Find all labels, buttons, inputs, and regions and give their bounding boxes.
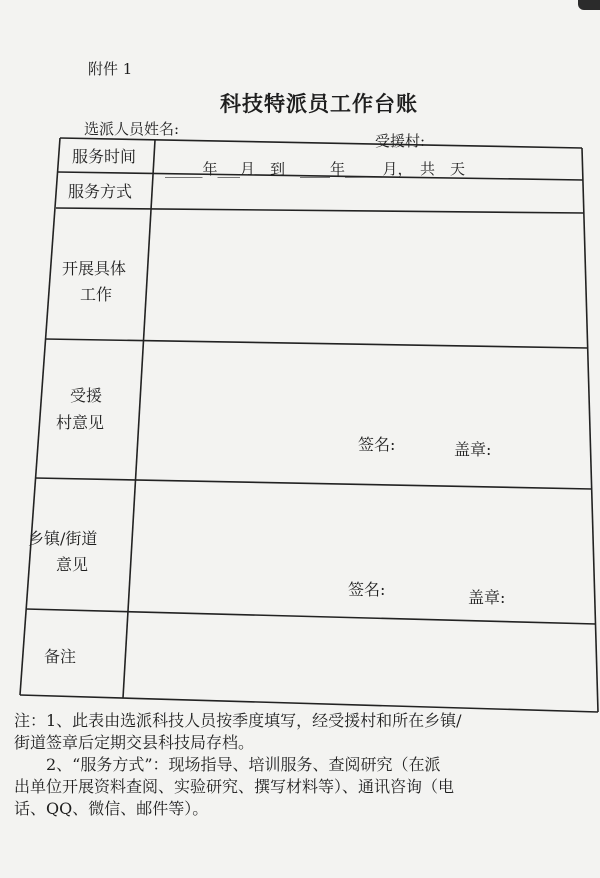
table-right-border [582, 148, 598, 712]
village-signature-label: 签名: [358, 435, 396, 454]
remarks-label: 备注 [44, 647, 77, 666]
table-top-border [60, 138, 582, 148]
footnotes [14, 710, 462, 820]
page-title: 科技特派员工作台账 [220, 91, 418, 116]
service-time-label: 服务时间 [72, 147, 137, 166]
footnote-line: 2、“服务方式”：现场指导、培训服务、查阅研究（在派 [14, 755, 441, 774]
service-period-field[interactable]: _____年___月 到 ____年_____月， 共 天 [165, 160, 466, 178]
work-content-label-line2: 工作 [80, 285, 113, 304]
footnote-line: 街道签章后定期交县科技局存档。 [14, 733, 255, 752]
row-divider-2 [56, 208, 584, 213]
row-divider-4 [35, 478, 592, 489]
service-mode-label: 服务方式 [68, 182, 133, 201]
label-column-divider [123, 140, 155, 698]
town-opinion-label-line2: 意见 [56, 555, 89, 574]
table-left-border [20, 138, 60, 695]
town-seal-label: 盖章: [468, 588, 506, 607]
village-opinion-label-line1: 受援 [70, 386, 103, 405]
town-signature-label: 签名: [348, 580, 386, 599]
footnote-line: 出单位开展资料查阅、实验研究、撰写材料等）、通讯咨询（电 [14, 777, 455, 796]
row-divider-5 [26, 609, 596, 624]
town-opinion-label-line1: 乡镇/街道 [28, 529, 98, 548]
village-seal-label: 盖章: [454, 440, 492, 459]
work-content-label-line1: 开展具体 [62, 259, 127, 278]
attachment-label: 附件 1 [88, 60, 133, 78]
row-divider-3 [45, 339, 588, 348]
selected-person-name-label: 选派人员姓名: [84, 120, 180, 138]
footnote-line: 注：1、此表由选派科技人员按季度填写，经受援村和所在乡镇/ [14, 711, 462, 730]
supported-village-label: 受援村: [375, 132, 426, 150]
footnote-line: 话、QQ、微信、邮件等）。 [14, 799, 209, 818]
village-opinion-label-line2: 村意见 [56, 413, 105, 432]
